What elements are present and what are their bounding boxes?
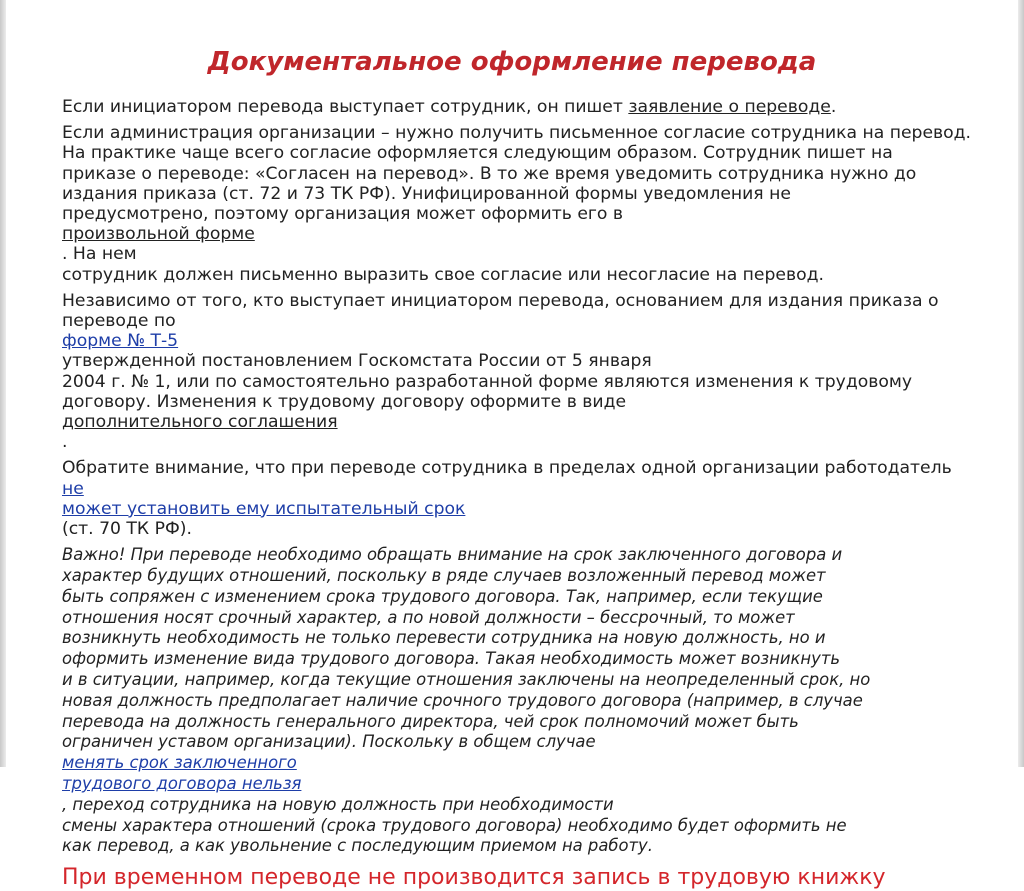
- p2-line: издания приказа (ст. 72 и 73 ТК РФ). Унифицированной формы уведомления не: [62, 183, 791, 204]
- paragraph-important-note: [62, 545, 982, 857]
- probation-link-part2[interactable]: может установить ему испытательный срок: [62, 498, 466, 519]
- p5-text: , переход сотрудника на новую должность при необходимости: [62, 794, 614, 814]
- p2-line: На практике чаще всего согласие оформляется следующим образом. Сотрудник пишет на: [62, 143, 893, 164]
- paragraph-administration-initiator: [62, 123, 982, 285]
- p1-end: .: [830, 97, 837, 117]
- temporary-transfer-note: При временном переводе не производится запись в трудовую книжку: [62, 865, 886, 891]
- p3-text: договору. Изменения к трудовому договору оформите в виде: [62, 391, 627, 412]
- p5-line: и в ситуации, например, когда текущие отношения заключены на неопределенный срок, но: [62, 670, 871, 690]
- probation-link-part1[interactable]: не: [62, 478, 84, 499]
- paragraph-order-basis: [62, 291, 982, 453]
- contract-term-link-part2[interactable]: трудового договора нельзя: [62, 774, 302, 794]
- p3-line: 2004 г. № 1, или по самостоятельно разработанной форме являются изменения к трудовому: [62, 371, 913, 392]
- p2-line: Если администрация организации – нужно получить письменное согласие сотрудника на перевод.: [62, 123, 972, 144]
- p5-text: ограничен уставом организации). Поскольку в общем случае: [62, 732, 596, 752]
- p5-line: [62, 732, 982, 774]
- additional-agreement-term: дополнительного соглашения: [62, 412, 338, 433]
- p5-line: Важно! При переводе необходимо обращать внимание на срок заключенного договора и: [62, 545, 843, 565]
- p4-line: [62, 458, 982, 499]
- slide-content: [62, 97, 982, 891]
- p4-text: (ст. 70 ТК РФ).: [62, 519, 192, 540]
- p5-line: новая должность предполагает наличие срочного трудового договора (например, в случае: [62, 690, 863, 710]
- p5-line: возникнуть необходимость не только перевести сотрудника на новую должность, но и: [62, 628, 826, 648]
- slide-frame-left: [0, 0, 6, 767]
- p3-text: переводе по: [62, 311, 176, 332]
- arbitrary-form-term: произвольной форме: [62, 224, 255, 245]
- p4-line: [62, 498, 982, 540]
- p5-line: смены характера отношений (срока трудового договора) необходимо будет оформить не: [62, 815, 847, 835]
- p5-line: характер будущих отношений, поскольку в ряде случаев возложенный перевод может: [62, 566, 826, 586]
- p2-text: . На нем: [62, 244, 137, 265]
- contract-term-link-part1[interactable]: менять срок заключенного: [62, 753, 297, 773]
- p3-text: .: [62, 432, 68, 453]
- p3-text: утвержденной постановлением Госкомстата России от 5 января: [62, 351, 652, 372]
- p5-line: оформить изменение вида трудового договора. Такая необходимость может возникнуть: [62, 649, 841, 669]
- p3-line: [62, 391, 982, 453]
- slide-frame-right: [1018, 0, 1024, 767]
- p2-text: предусмотрено, поэтому организация может оформить его в: [62, 204, 624, 225]
- p3-line: [62, 311, 982, 372]
- p1-text: Если инициатором перевода выступает сотрудник, он пишет: [62, 97, 629, 117]
- p5-line: отношения носят срочный характер, а по новой должности – бессрочный, то может: [62, 607, 795, 627]
- slide-title: Документальное оформление перевода: [207, 47, 817, 77]
- p5-line: быть сопряжен с изменением срока трудового договора. Так, например, если текущие: [62, 586, 823, 606]
- p2-line: [62, 204, 982, 265]
- p3-line: Независимо от того, кто выступает инициатором перевода, основанием для издания приказа о: [62, 290, 939, 311]
- p5-line: перевода на должность генерального директора, чей срок полномочий может быть: [62, 711, 799, 731]
- p2-line: приказе о переводе: «Согласен на перевод». В то же время уведомить сотрудника нужно до: [62, 163, 917, 184]
- form-t5-link[interactable]: форме № Т-5: [62, 331, 179, 352]
- p4-text: Обратите внимание, что при переводе сотрудника в пределах одной организации работодатель: [62, 458, 952, 479]
- transfer-application-term: заявление о переводе: [628, 97, 831, 117]
- paragraph-employee-initiator: [62, 97, 982, 117]
- paragraph-probation-note: [62, 458, 982, 539]
- p5-line: как перевод, а как увольнение с последующим приемом на работу.: [62, 836, 653, 856]
- p2-line: сотрудник должен письменно выразить свое согласие или несогласие на перевод.: [62, 264, 824, 285]
- p5-line: [62, 774, 982, 816]
